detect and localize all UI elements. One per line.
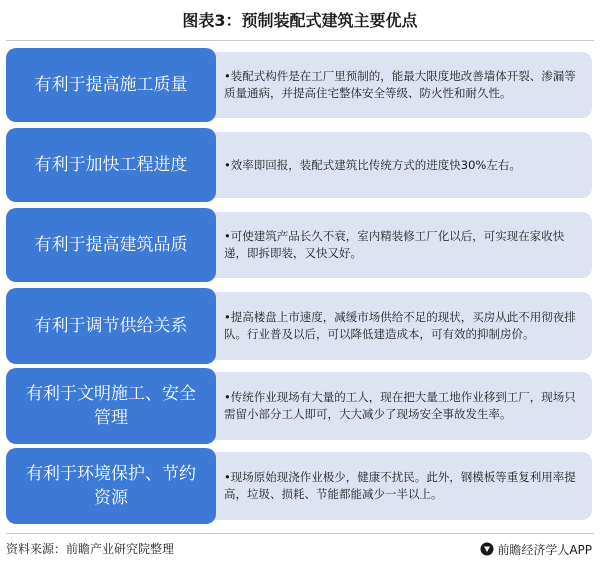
advantage-desc [224,48,580,122]
advantage-label: 有利于提高建筑品质 [6,208,216,282]
brand-mark [480,539,592,559]
advantage-desc [224,448,580,524]
advantage-desc-text: •可使建筑产品长久不衰，室内精装修工厂化以后，可实现在家收快递，即拆即装，又快又好。 [224,229,565,260]
advantage-row [6,128,592,202]
advantage-desc [224,288,580,364]
advantage-label: 有利于文明施工、安全管理 [6,368,216,444]
advantage-label: 有利于提高施工质量 [6,48,216,122]
qianzhan-logo-icon [480,542,494,556]
advantage-row [6,288,592,364]
advantage-label: 有利于调节供给关系 [6,288,216,364]
advantage-desc [224,368,580,444]
advantage-row [6,48,592,122]
advantage-desc-text: •提高楼盘上市速度，减缓市场供给不足的现状，买房从此不用彻夜排队。行业普及以后，可以降低建造成本，可有效的抑制房价。 [224,310,576,341]
source-note: 资料来源：前瞻产业研究院整理 [6,542,175,556]
advantage-desc [224,208,580,282]
advantage-label: 有利于加快工程进度 [6,128,216,202]
advantage-row [6,448,592,524]
advantage-desc-text: •装配式构件是在工厂里预制的，能最大限度地改善墙体开裂、渗漏等质量通病，并提高住宅整体安全等级、防火性和耐久性。 [224,69,576,100]
footer-divider [6,533,594,534]
page-title: 图表3：预制装配式建筑主要优点 [182,11,418,30]
title-divider [6,40,594,41]
advantage-desc-text: •现场原始现浇作业极少，健康不扰民。此外，钢模板等重复利用率提高，垃圾、损耗、节能都能减少一半以上。 [224,470,576,501]
advantage-desc-text: •效率即回报，装配式建筑比传统方式的进度快30%左右。 [224,157,521,172]
advantage-row [6,208,592,282]
advantage-row [6,368,592,444]
advantage-desc-text: •传统作业现场有大量的工人，现在把大量工地作业移到工厂，现场只需留小部分工人即可，大大减少了现场安全事故发生率。 [224,390,576,421]
advantage-label: 有利于环境保护、节约资源 [6,448,216,524]
brand-name: 前瞻经济学人APP [497,542,592,557]
advantage-desc [224,128,580,202]
